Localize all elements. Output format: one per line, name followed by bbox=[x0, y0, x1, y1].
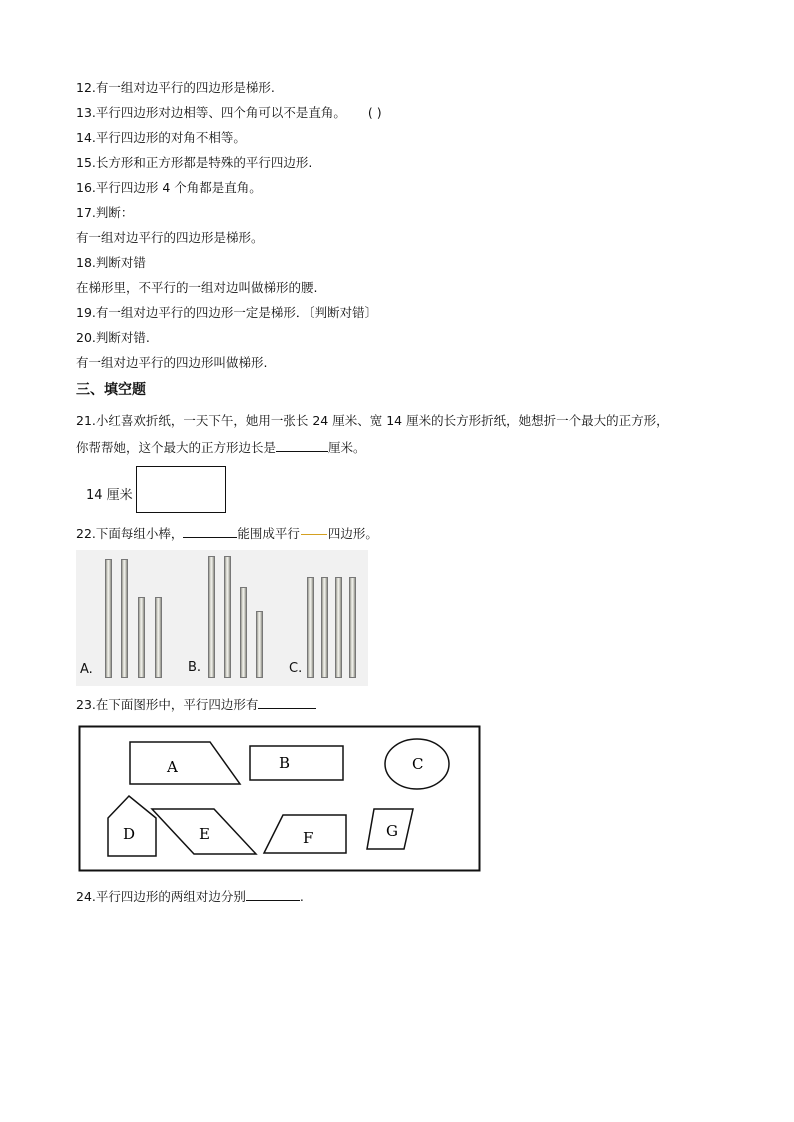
q23-prompt: 23.在下面图形中，平行四边形有 bbox=[76, 697, 259, 712]
item-13-text: 13.平行四边形对边相等、四个角可以不是直角。 bbox=[76, 105, 346, 120]
item-17-statement: 有一组对边平行的四边形是梯形。 bbox=[76, 230, 264, 245]
stick-b1 bbox=[208, 556, 215, 678]
item-15: 15.长方形和正方形都是特殊的平行四边形. bbox=[76, 155, 313, 170]
answer-paren[interactable]: ( ) bbox=[367, 105, 382, 120]
shape-d-label: D bbox=[123, 825, 136, 843]
q21-unit: 厘米。 bbox=[328, 440, 366, 455]
stick-b3 bbox=[240, 587, 247, 678]
shape-b bbox=[250, 746, 343, 780]
shape-a bbox=[130, 742, 240, 784]
q23-answer-blank[interactable] bbox=[258, 696, 316, 709]
q21-answer-blank[interactable] bbox=[276, 439, 328, 452]
item-13 bbox=[76, 105, 382, 121]
stick-a4 bbox=[155, 597, 162, 678]
shapes-frame bbox=[80, 727, 480, 871]
q22-tail: 四边形。 bbox=[327, 526, 378, 541]
q24-line bbox=[76, 888, 304, 905]
item-19: 19.有一组对边平行的四边形一定是梯形．〔判断对错〕 bbox=[76, 305, 378, 320]
q23-shapes-figure bbox=[78, 725, 482, 873]
stick-c4 bbox=[349, 577, 356, 678]
item-16: 16.平行四边形 4 个角都是直角。 bbox=[76, 180, 262, 195]
q23-line bbox=[76, 696, 316, 713]
section-title: 三、填空题 bbox=[76, 382, 146, 398]
q21-prompt: 你帮帮她，这个最大的正方形边长是 bbox=[76, 440, 277, 455]
item-14: 14.平行四边形的对角不相等。 bbox=[76, 130, 246, 145]
shape-f-label: F bbox=[303, 829, 314, 847]
stick-a3 bbox=[138, 597, 145, 678]
stick-c2 bbox=[321, 577, 328, 678]
shape-g-label: G bbox=[386, 822, 398, 840]
stick-a2 bbox=[121, 559, 128, 678]
stick-a1 bbox=[105, 559, 112, 678]
shape-a-label: A bbox=[167, 758, 178, 776]
option-a[interactable]: A. bbox=[80, 662, 93, 677]
q22-prompt: 22.下面每组小棒， bbox=[76, 526, 184, 541]
q21-figure-label: 14 厘米 bbox=[86, 488, 133, 503]
q22-text: 能围成平行 bbox=[237, 526, 300, 541]
stick-c1 bbox=[307, 577, 314, 678]
stick-c3 bbox=[335, 577, 342, 678]
item-18: 18.判断对错 bbox=[76, 255, 146, 270]
q22-sticks-figure bbox=[76, 550, 368, 686]
q24-answer-blank[interactable] bbox=[246, 888, 300, 901]
q21-line1: 21.小红喜欢折纸，一天下午，她用一张长 24 厘米、宽 14 厘米的长方形折纸，她想折一个最大的正方形， bbox=[76, 413, 669, 428]
shape-b-label: B bbox=[279, 754, 291, 772]
item-18-statement: 在梯形里，不平行的一组对边叫做梯形的腰. bbox=[76, 280, 318, 295]
option-c[interactable]: C. bbox=[289, 661, 303, 676]
shape-c-label: C bbox=[412, 755, 424, 773]
item-20-statement: 有一组对边平行的四边形叫做梯形. bbox=[76, 355, 268, 370]
item-20: 20.判断对错. bbox=[76, 330, 150, 345]
q21-line2 bbox=[76, 439, 366, 456]
q24-period: . bbox=[299, 889, 304, 904]
q22-highlight-mark bbox=[301, 534, 327, 535]
q21-rectangle bbox=[136, 466, 226, 513]
shape-e-label: E bbox=[199, 825, 210, 843]
stick-b4 bbox=[256, 611, 263, 678]
q24-prompt: 24.平行四边形的两组对边分别 bbox=[76, 889, 246, 904]
option-b[interactable]: B. bbox=[188, 660, 202, 675]
item-17: 17.判断： bbox=[76, 205, 134, 220]
stick-b2 bbox=[224, 556, 231, 678]
q22-answer-blank[interactable] bbox=[183, 525, 237, 538]
q22-line bbox=[76, 525, 378, 542]
item-12: 12.有一组对边平行的四边形是梯形. bbox=[76, 80, 275, 95]
